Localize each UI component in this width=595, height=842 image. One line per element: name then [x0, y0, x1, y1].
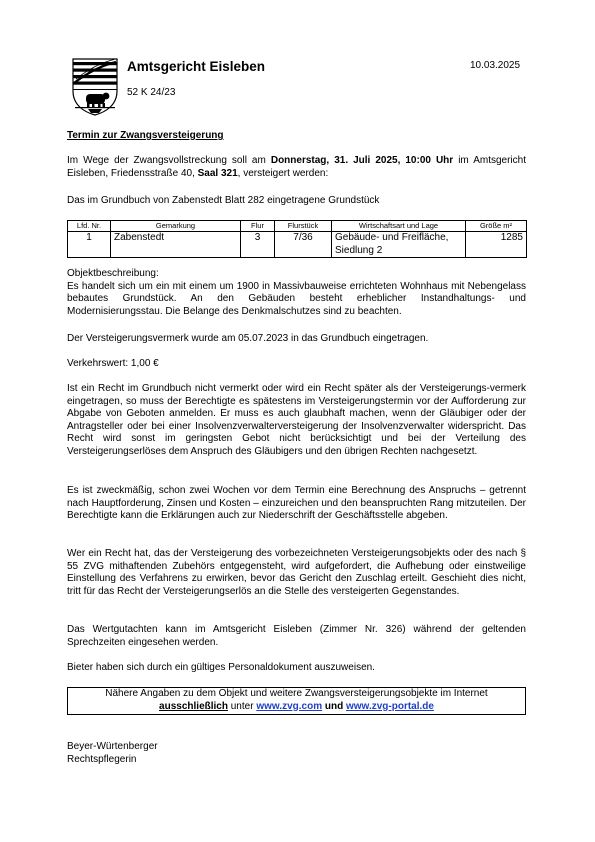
object-description	[67, 268, 526, 318]
auction-date: Donnerstag, 31. Juli 2025, 10:00 Uhr	[270, 155, 454, 166]
cell-gemarkung: Zabenstedt	[111, 232, 241, 258]
cell-flur: 3	[241, 232, 275, 258]
cell-lfd-nr: 1	[68, 232, 111, 258]
parcel-table	[67, 220, 527, 258]
paragraph-claim-calculation: Es ist zweckmäßig, schon zwei Wochen vor dem Termin eine Berechnung des Anspruchs – getrennt nach Hauptforderung, Zinsen und Kosten – einzureichen und den beanspruchten Rang mitzuteilen. Der Berechtigte kann die Erklärungen auch zur Niederschrift der Geschäftsstelle abgeben.	[67, 485, 526, 521]
intro-paragraph: Im Wege der Zwangsvollstreckung soll am Donnerstag, 31. Juli 2025, 10:00 Uhr im Amtsgericht Eisleben, Friedensstraße 40, Saal 321, versteigert werden:	[67, 155, 526, 179]
object-description-label: Objektbeschreibung:	[67, 268, 159, 279]
column-header: Wirtschaftsart und Lage	[332, 221, 466, 232]
signatory-name: Beyer-Würtenberger	[67, 741, 158, 752]
document-date: 10.03.2025	[470, 60, 521, 71]
auction-room: Saal 321	[197, 167, 238, 179]
paragraph-appraisal: Das Wertgutachten kann im Amtsgericht Eisleben (Zimmer Nr. 326) während der geltenden Sprechzeiten eingesehen werden.	[67, 624, 526, 648]
column-header: Größe m²	[466, 221, 527, 232]
table-row	[68, 232, 527, 258]
signatory-role: Rechtspflegerin	[67, 753, 137, 765]
column-header: Gemarkung	[111, 221, 241, 232]
coat-of-arms-icon	[72, 58, 118, 116]
court-name: Amtsgericht Eisleben	[127, 59, 266, 74]
column-header: Flur	[241, 221, 275, 232]
paragraph-objection: Wer ein Recht hat, das der Versteigerung des vorbezeichneten Versteigerungsobjekts oder des nach § 55 ZVG mithaftenden Zubehörs entgegensteht, wird aufgefordert, die Aufhebung oder einstweilige Einstellung des Verfahrens zu erwirken, bevor das Gericht den Zuschlag erteilt. Geschieht dies nicht, tritt für das Recht der Versteigerungserlös an die Stelle des versteigerten Gegenstandes.	[67, 548, 526, 597]
table-header-row	[68, 221, 527, 232]
cell-wirtschaftsart: Gebäude- und Freifläche, Siedlung 2	[332, 232, 466, 258]
zvg-com-link[interactable]: www.zvg.com	[256, 700, 323, 712]
signature-block	[67, 741, 158, 766]
grundbuch-line: Das im Grundbuch von Zabenstedt Blatt 282 eingetragene Grundstück	[67, 195, 380, 206]
column-header: Lfd. Nr.	[68, 221, 111, 232]
vermerk-paragraph: Der Versteigerungsvermerk wurde am 05.07.2023 in das Grundbuch eingetragen.	[67, 333, 429, 344]
object-description-text: Es handelt sich um ein mit einem um 1900 in Massivbauweise errichteten Wohnhaus mit Nebengelass bebautes Grundstück. An den Gebäuden besteht erheblicher Instandhaltungs- und Modernisierungsstau. Die Belange des Denkmalschutzes sind zu beachten.	[67, 280, 526, 317]
paragraph-bidder-id: Bieter haben sich durch ein gültiges Personaldokument auszuweisen.	[67, 662, 375, 673]
internet-info-box	[67, 687, 526, 715]
zvg-portal-link[interactable]: www.zvg-portal.de	[345, 700, 434, 712]
exclusive-label: ausschließlich	[159, 700, 228, 712]
column-header: Flurstück	[275, 221, 332, 232]
info-box-line1: Nähere Angaben zu dem Objekt und weitere Zwangsversteigerungsobjekte im Internet	[105, 688, 488, 699]
cell-groesse: 1285	[466, 232, 527, 258]
case-number: 52 K 24/23	[127, 87, 176, 98]
paragraph-rights-registration: Ist ein Recht im Grundbuch nicht vermerkt oder wird ein Recht später als der Versteigerungs-vermerk eingetragen, so muss der Berechtigte es spätestens im Versteigerungstermin vor der Aufforderung zur Abgabe von Geboten anmelden. Er muss es auch glaubhaft machen, wenn der Gläubiger oder der Antragsteller oder bei einer Insolvenzverwalterversteigerung der Insolvenzverwalter widerspricht. Das Recht wird sonst im geringsten Gebot nicht berücksichtigt und bei der Verteilung des Versteigerungserlöses dem Anspruch des Gläubigers und den übrigen Rechten nachgesetzt.	[67, 383, 526, 457]
verkehrswert: Verkehrswert: 1,00 €	[67, 358, 159, 369]
info-box-line2: ausschließlich unter www.zvg.com und www.zvg-portal.de	[159, 700, 434, 712]
page-title: Termin zur Zwangsversteigerung	[67, 130, 224, 141]
cell-flurstueck: 7/36	[275, 232, 332, 258]
